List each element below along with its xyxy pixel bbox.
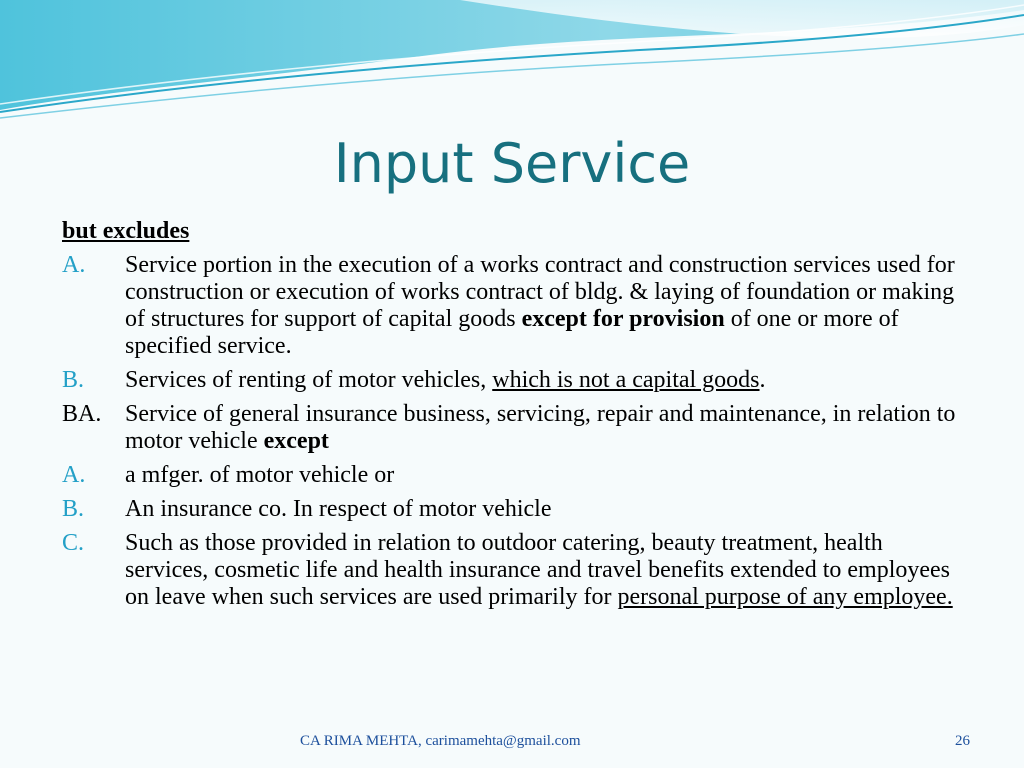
underlined-text: which is not a capital goods [492, 367, 760, 393]
page-number: 26 [955, 733, 970, 749]
list-marker: BA. [62, 401, 102, 427]
list-item [62, 462, 962, 489]
emphasis: except [263, 428, 329, 454]
underlined-text: personal purpose of any employee. [617, 584, 953, 610]
subheading: but excludes [62, 218, 190, 244]
list-marker: C. [62, 530, 85, 556]
list-marker: A. [62, 252, 86, 278]
slide-title: Input Service [333, 132, 691, 195]
list-item-text: An insurance co. In respect of motor vehicle [125, 496, 552, 522]
list-item-text: Service portion in the execution of a works contract and construction services used for construction or execution of works contract of bldg. & laying of foundation or making of structures for support of capital goods except for provision of one or more of specified service. [125, 252, 955, 359]
footer-author: CA RIMA MEHTA, carimamehta@gmail.com [300, 733, 581, 749]
list-item-text: Services of renting of motor vehicles, which is not a capital goods. [125, 367, 766, 393]
list-item [62, 530, 962, 611]
slide-body [62, 218, 962, 618]
header-wave-decoration [0, 0, 1024, 130]
list-marker: B. [62, 367, 85, 393]
list-marker: B. [62, 496, 85, 522]
emphasis: except for provision [521, 306, 725, 332]
list-item [62, 496, 962, 523]
list-item-text: Service of general insurance business, servicing, repair and maintenance, in relation to motor vehicle except [125, 401, 956, 454]
list-item [62, 252, 962, 360]
list-item [62, 401, 962, 455]
list-item [62, 367, 962, 394]
list-item-text: a mfger. of motor vehicle or [125, 462, 395, 488]
list-item-text: Such as those provided in relation to outdoor catering, beauty treatment, health services, cosmetic life and health insurance and travel benefits extended to employees on leave when such services are used primarily for personal purpose of any employee. [125, 530, 953, 610]
list-marker: A. [62, 462, 86, 488]
